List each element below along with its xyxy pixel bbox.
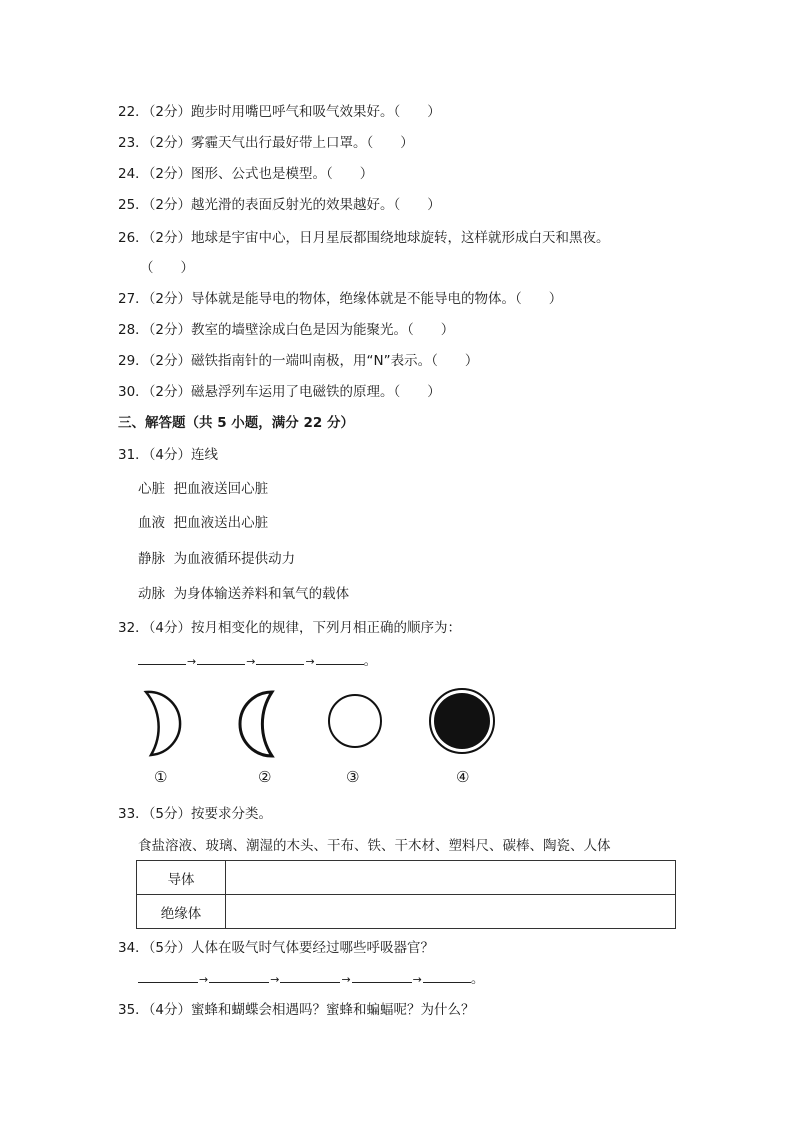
table-row bbox=[137, 861, 676, 895]
question-31-title: 31．（4分）连线 bbox=[118, 447, 219, 463]
sentence-end: 。 bbox=[363, 653, 378, 669]
question-26-answer-bracket: （ ） bbox=[140, 260, 194, 276]
question-29: 29．（2分）磁铁指南针的一端叫南极，用“N”表示。（ ） bbox=[118, 353, 479, 369]
insulator-answer-cell[interactable] bbox=[226, 895, 676, 929]
arrow-icon: → bbox=[270, 973, 280, 986]
match-left-item: 血液 bbox=[138, 515, 165, 531]
arrow-icon: → bbox=[246, 655, 256, 668]
answer-blank[interactable] bbox=[209, 970, 269, 983]
moon-label-4: ④ bbox=[456, 768, 470, 786]
question-34-title: 34．（5分）人体在吸气时气体要经过哪些呼吸器官？ bbox=[118, 940, 435, 956]
question-28: 28．（2分）教室的墙壁涂成白色是因为能聚光。（ ） bbox=[118, 322, 455, 338]
materials-list: 食盐溶液、玻璃、潮湿的木头、干布、铁、干木材、塑料尺、碳棒、陶瓷、人体 bbox=[138, 838, 611, 854]
section-title: 三、解答题（共 5 小题，满分 22 分） bbox=[118, 415, 354, 431]
match-left-item: 动脉 bbox=[138, 586, 165, 602]
question-25: 25．（2分）越光滑的表面反射光的效果越好。（ ） bbox=[118, 197, 441, 213]
question-26: 26．（2分）地球是宇宙中心，日月星辰都围绕地球旋转，这样就形成白天和黑夜。 bbox=[118, 230, 610, 246]
table-label-conductor: 导体 bbox=[137, 861, 226, 895]
moon-phase-3-full bbox=[329, 695, 381, 747]
question-32-title: 32．（4分）按月相变化的规律，下列月相正确的顺序为： bbox=[118, 620, 462, 636]
moon-phase-4-new-fill bbox=[434, 693, 490, 749]
question-33-title: 33．（5分）按要求分类。 bbox=[118, 806, 273, 822]
match-right-item: 把血液送出心脏 bbox=[173, 515, 269, 531]
match-right-item: 为身体输送养料和氧气的载体 bbox=[173, 586, 350, 602]
sentence-end: 。 bbox=[470, 971, 485, 987]
question-27: 27．（2分）导体就是能导电的物体，绝缘体就是不能导电的物体。（ ） bbox=[118, 291, 563, 307]
question-30: 30．（2分）磁悬浮列车运用了电磁铁的原理。（ ） bbox=[118, 384, 441, 400]
answer-blank[interactable] bbox=[423, 970, 471, 983]
question-23: 23．（2分）雾霾天气出行最好带上口罩。（ ） bbox=[118, 135, 414, 151]
table-label-insulator: 绝缘体 bbox=[137, 895, 226, 929]
arrow-icon: → bbox=[187, 655, 197, 668]
match-right-item: 把血液送回心脏 bbox=[173, 481, 269, 497]
match-right-item: 为血液循环提供动力 bbox=[173, 551, 296, 567]
arrow-icon: → bbox=[305, 655, 315, 668]
arrow-icon: → bbox=[341, 973, 351, 986]
question-22: 22．（2分）跑步时用嘴巴呼气和吸气效果好。（ ） bbox=[118, 104, 441, 120]
classification-table bbox=[136, 860, 676, 929]
match-left-item: 静脉 bbox=[138, 551, 165, 567]
moon-label-1: ① bbox=[154, 768, 168, 786]
answer-blank[interactable] bbox=[280, 970, 340, 983]
arrow-icon: → bbox=[199, 973, 209, 986]
moon-phase-1-crescent-right bbox=[146, 692, 180, 755]
table-row bbox=[137, 895, 676, 929]
match-left-item: 心脏 bbox=[138, 481, 165, 497]
answer-blank[interactable] bbox=[352, 970, 412, 983]
question-35-title: 35．（4分）蜜蜂和蝴蝶会相遇吗？蜜蜂和蝙蝠呢？为什么？ bbox=[118, 1002, 475, 1018]
moon-label-3: ③ bbox=[346, 768, 360, 786]
question-24: 24．（2分）图形、公式也是模型。（ ） bbox=[118, 166, 374, 182]
moon-phase-2-crescent-left bbox=[240, 692, 272, 756]
respiratory-order-blanks bbox=[138, 969, 484, 990]
arrow-icon: → bbox=[412, 973, 422, 986]
answer-blank[interactable] bbox=[138, 970, 198, 983]
moon-label-2: ② bbox=[258, 768, 272, 786]
conductor-answer-cell[interactable] bbox=[226, 861, 676, 895]
